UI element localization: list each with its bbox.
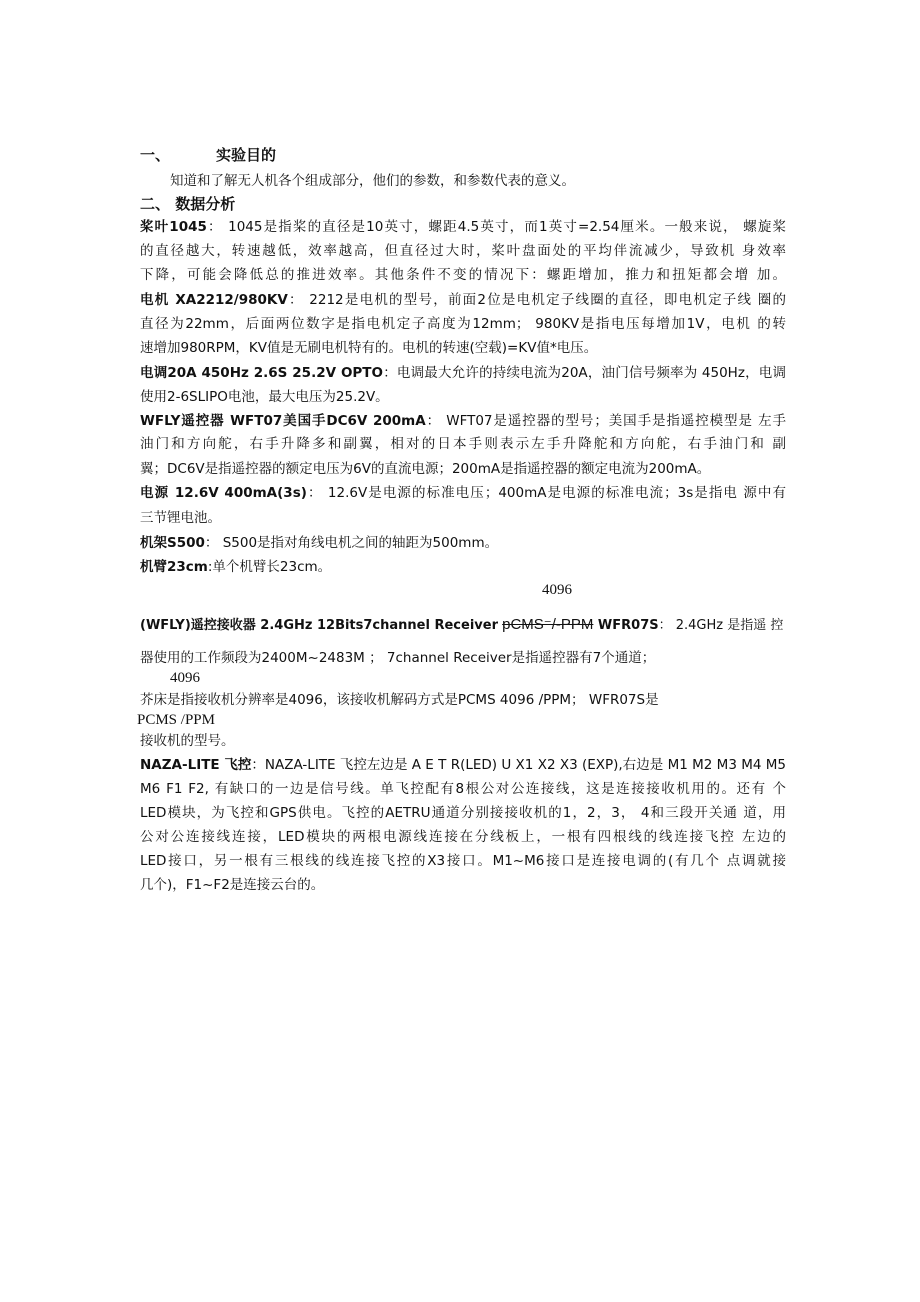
remote-line: 翼；DC6V是指遥控器的额定电压为6V的直流电源；200mA是指遥控器的额定电流为200mA。 <box>140 461 711 477</box>
receiver-model: WFR07S <box>593 618 659 633</box>
motor-label: 电机 XA2212/980KV <box>140 292 288 308</box>
power-label: 电源 12.6V 400mA(3s) <box>140 485 307 501</box>
naza-line: LED接口，另一根有三根线的线连接飞控的X3接口。M1~M6接口是连接电调的(有几个 点调就接 <box>140 853 786 869</box>
prop-label: 桨叶1045 <box>140 219 207 235</box>
section-number: 一、 <box>140 146 171 164</box>
prop-line <box>140 217 786 237</box>
frame-label: 机架S500 <box>140 535 205 551</box>
receiver-line: 接收机的型号。 <box>140 733 235 749</box>
esc-line <box>140 363 786 383</box>
naza-line: M6 F1 F2, 有缺口的一边是信号线。单飞控配有8根公对公连接线，这是连接接收机用的。还有 个 <box>140 781 786 797</box>
power-line <box>140 483 786 503</box>
prop-line: 下降，可能会降低总的推进效率。其他条件不变的情况下：螺距增加，推力和扭矩都会增 加。 <box>140 267 786 283</box>
float-4096: 4096 <box>170 670 200 686</box>
naza-line: 公对公连接线连接，LED模块的两根电源线连接在分线板上，一根有四根线的线连接飞控 左边的 <box>140 829 786 845</box>
esc-label: 电调20A 450Hz 2.6S 25.2V OPTO <box>140 365 383 381</box>
text: :单个机臂长23cm。 <box>207 559 332 575</box>
naza-line <box>140 755 786 775</box>
float-4096: 4096 <box>542 582 572 598</box>
receiver-line: 器使用的工作频段为2400M~2483M ； 7channel Receiver是指遥控器有7个通道； <box>140 650 656 666</box>
text: ： 2212是电机的型号，前面2位是电机定子线圈的直径，即电机定子线 圈的 <box>287 292 786 308</box>
remote-label: WFLY遥控器 WFT07美国手DC6V 200mA <box>140 413 426 429</box>
section-title: 实验目的 <box>216 146 277 164</box>
frame-line <box>140 533 786 553</box>
naza-line: 几个)，F1~F2是连接云台的。 <box>140 877 325 893</box>
motor-line <box>140 290 786 310</box>
float-pcms: PCMS /PPM <box>137 712 215 728</box>
text: ：电调最大允许的持续电流为20A，油门信号频率为 450Hz，电调 <box>383 365 786 381</box>
section1-heading <box>140 145 786 165</box>
receiver-line <box>140 615 786 636</box>
text: ： 12.6V是电源的标准电压；400mA是电源的标准电流；3s是指电 源中有 <box>306 485 786 501</box>
remote-line: 油门和方向舵，右手升降多和副翼，相对的日本手则表示左手升降舵和方向舵，右手油门和 副 <box>140 436 786 452</box>
prop-line: 的直径越大，转速越低，效率越高，但直径过大时，桨叶盘面处的平均伴流减少，导致机 身效率 <box>140 243 786 259</box>
arm-line <box>140 557 786 577</box>
power-line: 三节锂电池。 <box>140 510 221 526</box>
arm-label: 机臂23cm <box>140 559 208 575</box>
receiver-label: (WFLY)遥控接收器 2.4GHz 12Bits7channel Receiver <box>140 618 498 633</box>
text: ：NAZA-LITE 飞控左边是 A E T R(LED) U X1 X2 X3 (EXP),右边是 M1 M2 M3 M4 M5 <box>251 757 786 773</box>
text: ： 2.4GHz 是指遥 控 <box>658 618 784 633</box>
receiver-line: 芥床是指接收机分辨率是4096，该接收机解码方式是PCMS 4096 /PPM； WFR07S是 <box>140 692 659 708</box>
naza-label: NAZA-LITE 飞控 <box>140 757 252 773</box>
motor-line: 直径为22mm，后面两位数字是指电机定子高度为12mm； 980KV是指电压每增加1V，电机 的转 <box>140 316 786 332</box>
text: ： WFT07是遥控器的型号；美国手是指遥控模型是 左手 <box>425 413 786 429</box>
section2-heading: 二、 数据分析 <box>140 195 236 213</box>
text: ： S500是指对角线电机之间的轴距为500mm。 <box>204 535 499 551</box>
esc-line: 使用2-6SLIPO电池，最大电压为25.2V。 <box>140 389 389 405</box>
text: ： 1045是指桨的直径是10英寸，螺距4.5英寸，而1英寸=2.54厘米。一般来说， 螺旋桨 <box>206 219 786 235</box>
naza-line: LED模块，为飞控和GPS供电。飞控的AETRU通道分别接接收机的1，2，3， 4和三段开关通 道，用 <box>140 805 786 821</box>
pcms-struck: pCMS⁻/-PPM <box>502 616 594 633</box>
purpose-text: 知道和了解无人机各个组成部分，他们的参数，和参数代表的意义。 <box>170 173 575 189</box>
remote-line <box>140 411 786 431</box>
motor-line: 速增加980RPM，KV值是无刷电机特有的。电机的转速(空载)=KV值*电压。 <box>140 340 598 356</box>
